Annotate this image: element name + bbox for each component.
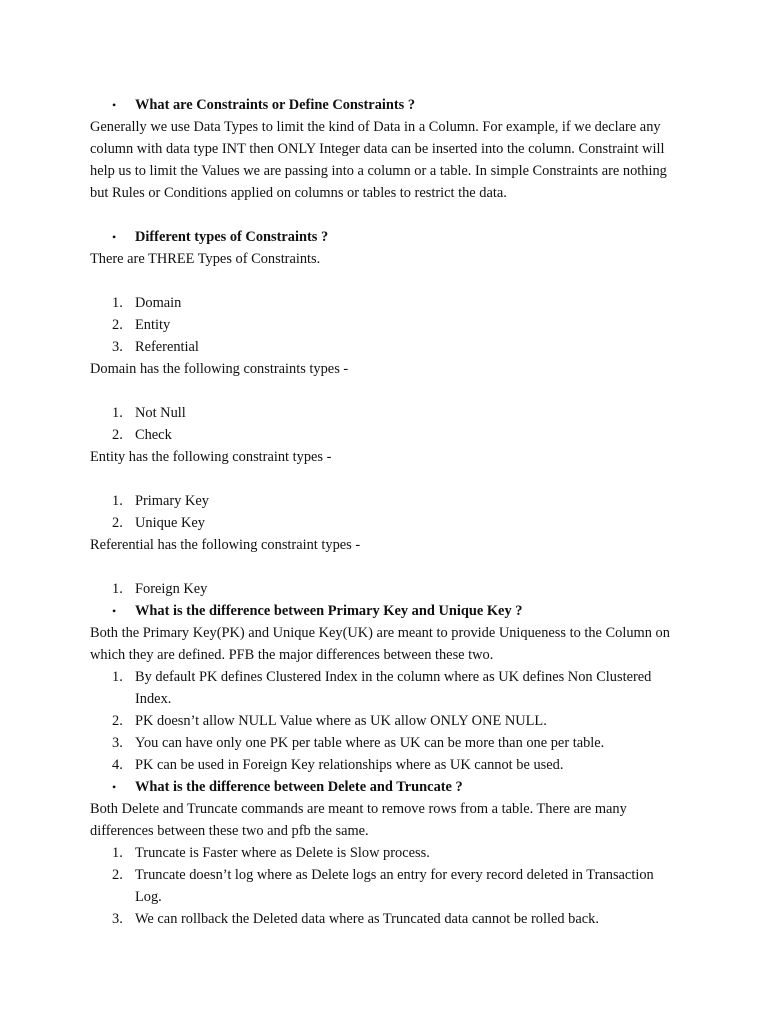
list-number: 1.: [112, 669, 123, 685]
list-number: 3.: [112, 735, 123, 751]
list-item: [90, 490, 690, 512]
list-item: [90, 710, 690, 732]
heading-define-constraints: [90, 94, 690, 116]
list-number: 1.: [112, 493, 123, 509]
list-item: [90, 578, 690, 600]
list-number: 1.: [112, 581, 123, 597]
heading-text: What is the difference between Delete and Truncate ?: [135, 779, 463, 795]
heading-pk-vs-uk: [90, 600, 690, 622]
paragraph-line: Generally we use Data Types to limit the kind of Data in a Column. For example, if we declare any: [90, 119, 661, 135]
list-number: 1.: [112, 845, 123, 861]
list-item-text: By default PK defines Clustered Index in the column where as UK defines Non Clustered: [135, 669, 652, 685]
spacer: [90, 204, 690, 226]
document-page: [90, 94, 690, 930]
list-item-continuation: Log.: [135, 889, 162, 905]
list-number: 2.: [112, 713, 123, 729]
bullet-icon: •: [112, 780, 117, 794]
paragraph-line: but Rules or Conditions applied on columns or tables to restrict the data.: [90, 185, 507, 201]
paragraph-line: There are THREE Types of Constraints.: [90, 251, 321, 267]
list-item-text: Unique Key: [135, 515, 205, 531]
list-number: 2.: [112, 515, 123, 531]
list-number: 3.: [112, 911, 123, 927]
list-item-text: Not Null: [135, 405, 186, 421]
list-item-text: PK doesn’t allow NULL Value where as UK allow ONLY ONE NULL.: [135, 713, 547, 729]
list-number: 1.: [112, 295, 123, 311]
list-item-text: Truncate doesn’t log where as Delete logs an entry for every record deleted in Transaction: [135, 867, 654, 883]
list-item: [90, 402, 690, 424]
list-number: 2.: [112, 867, 123, 883]
list-number: 2.: [112, 427, 123, 443]
list-item: [90, 336, 690, 358]
heading-delete-vs-truncate: [90, 776, 690, 798]
list-item-text: You can have only one PK per table where as UK can be more than one per table.: [135, 735, 605, 751]
spacer: [90, 556, 690, 578]
list-item-text: Check: [135, 427, 172, 443]
list-item-text: Foreign Key: [135, 581, 208, 597]
list-item: [90, 908, 690, 930]
list-item: [90, 732, 690, 754]
list-item: [90, 666, 690, 688]
list-item: [90, 512, 690, 534]
list-item: [90, 424, 690, 446]
list-item-text: We can rollback the Deleted data where as Truncated data cannot be rolled back.: [135, 911, 599, 927]
list-item-continuation: Index.: [135, 691, 172, 707]
spacer: [90, 380, 690, 402]
list-item: [90, 292, 690, 314]
paragraph-line: Both the Primary Key(PK) and Unique Key(UK) are meant to provide Uniqueness to the Column on: [90, 625, 670, 641]
list-item-text: Primary Key: [135, 493, 209, 509]
paragraph-line: help us to limit the Values we are passing into a column or a table. In simple Constraints are nothing: [90, 163, 667, 179]
list-item-text: PK can be used in Foreign Key relationships where as UK cannot be used.: [135, 757, 564, 773]
list-item-text: Truncate is Faster where as Delete is Slow process.: [135, 845, 430, 861]
paragraph-line: Referential has the following constraint types -: [90, 537, 361, 553]
spacer: [90, 468, 690, 490]
bullet-icon: •: [112, 604, 117, 618]
paragraph-line: column with data type INT then ONLY Integer data can be inserted into the column. Constraint will: [90, 141, 665, 157]
paragraph-line: Domain has the following constraints types -: [90, 361, 349, 377]
spacer: [90, 270, 690, 292]
list-item: [90, 864, 690, 886]
list-item-text: Domain: [135, 295, 182, 311]
paragraph-line: Both Delete and Truncate commands are meant to remove rows from a table. There are many: [90, 801, 627, 817]
list-number: 2.: [112, 317, 123, 333]
paragraph-line: which they are defined. PFB the major differences between these two.: [90, 647, 494, 663]
heading-types-of-constraints: [90, 226, 690, 248]
list-item: [90, 314, 690, 336]
heading-text: What are Constraints or Define Constraints ?: [135, 97, 416, 113]
bullet-icon: •: [112, 98, 117, 112]
list-item: [90, 754, 690, 776]
list-item-text: Referential: [135, 339, 199, 355]
list-number: 1.: [112, 405, 123, 421]
list-item-text: Entity: [135, 317, 171, 333]
heading-text: Different types of Constraints ?: [135, 229, 329, 245]
list-number: 4.: [112, 757, 123, 773]
list-number: 3.: [112, 339, 123, 355]
paragraph-line: Entity has the following constraint types -: [90, 449, 332, 465]
bullet-icon: •: [112, 230, 117, 244]
paragraph-line: differences between these two and pfb the same.: [90, 823, 369, 839]
heading-text: What is the difference between Primary Key and Unique Key ?: [135, 603, 523, 619]
list-item: [90, 842, 690, 864]
